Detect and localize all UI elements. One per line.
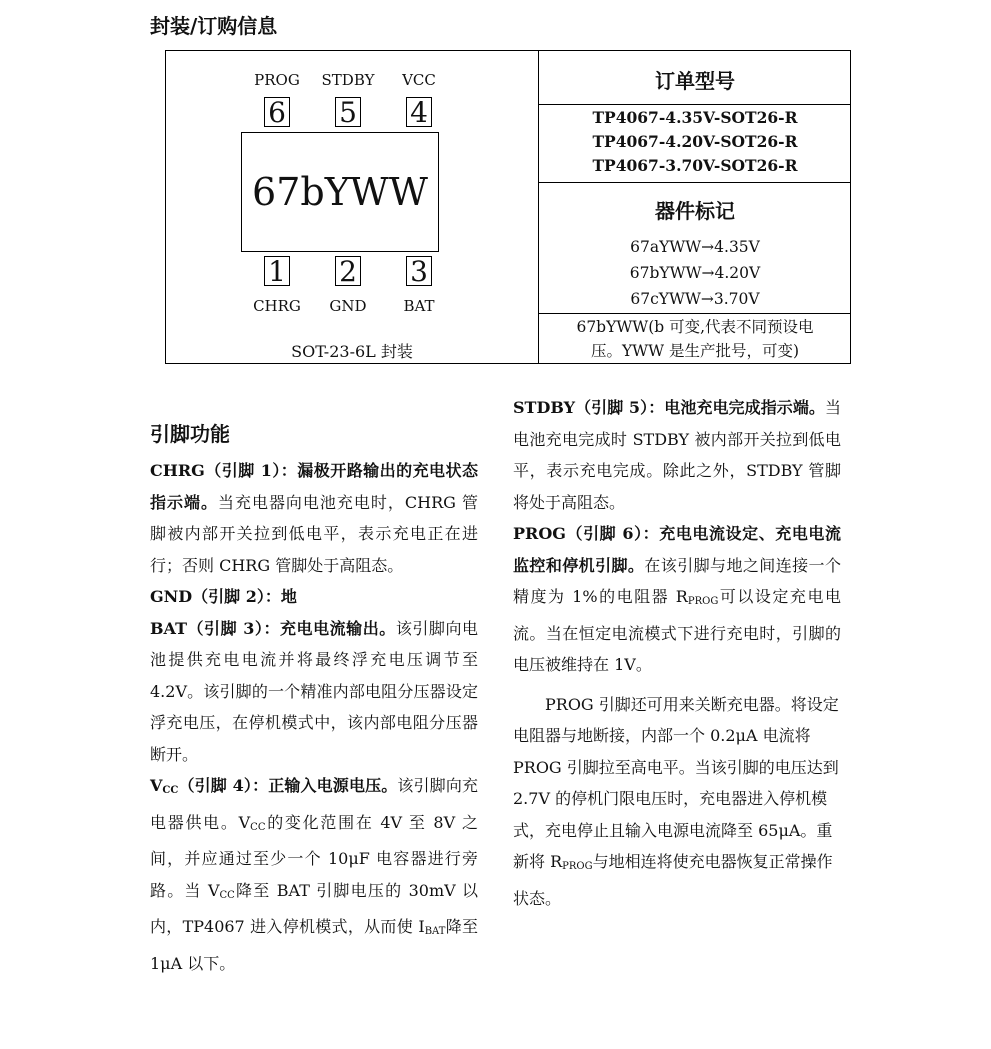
chrg-heading: CHRG（引脚 1）：漏极开路输出的充电状态指示端。 bbox=[150, 461, 478, 512]
vcc-symbol: V bbox=[150, 776, 163, 795]
left-column bbox=[150, 455, 478, 979]
mark-note-line: 压。YWW 是生产批号，可变) bbox=[590, 342, 800, 360]
right-column bbox=[513, 392, 841, 914]
order-model-list bbox=[539, 106, 851, 178]
order-model: TP4067-3.70V-SOT26-R bbox=[592, 156, 798, 175]
prog-paragraph bbox=[513, 518, 841, 681]
vcc-text: 的变化范围在 4V 至 8V 之间，并应通过至少一个 10μF 电容器进行旁路。当 V bbox=[150, 812, 478, 900]
pin-number-3: 3 bbox=[406, 256, 432, 286]
pin-number-6: 6 bbox=[264, 97, 290, 127]
pin-label-vcc: VCC bbox=[402, 71, 436, 89]
package-info-box bbox=[165, 50, 851, 364]
prog-text: 可以设定充电电流。当在恒定电流模式下进行充电时，引脚的电压被维持在 1V。 bbox=[513, 587, 841, 674]
pin-number-2: 2 bbox=[335, 256, 361, 286]
pin-number-5: 5 bbox=[335, 97, 361, 127]
pin-label-gnd: GND bbox=[329, 297, 367, 315]
chip-body: 67bYWW bbox=[241, 132, 439, 252]
prog-text: PROG 引脚还可用来关断充电器。将设定电阻器与地断接，内部一个 0.2μA 电流将 PROG 引脚拉至高电平。当该引脚的电压达到 2.7V 的停机门限电压时，充电器进入停机模式，充电停止且输入电源电流降至 65μA。重新将 R bbox=[513, 694, 839, 871]
vcc-paragraph bbox=[150, 770, 478, 979]
rprog-subscript: PROG bbox=[562, 861, 593, 872]
vcc-heading bbox=[150, 776, 397, 795]
mark-header: 器件标记 bbox=[655, 199, 735, 223]
pin-functions-title: 引脚功能 bbox=[150, 422, 230, 446]
bat-text: 该引脚向电池提供充电电流并将最终浮充电压调节至 4.2V。该引脚的一个精准内部电阻分压器设定浮充电压，在停机模式中，该内部电阻分压器断开。 bbox=[150, 618, 478, 764]
bat-paragraph bbox=[150, 613, 478, 771]
prog-text: 与地相连将使充电器恢复正常操作状态。 bbox=[513, 852, 833, 908]
order-model: TP4067-4.20V-SOT26-R bbox=[592, 132, 798, 151]
vcc-subscript: CC bbox=[219, 889, 235, 901]
order-model: TP4067-4.35V-SOT26-R bbox=[592, 108, 798, 127]
pin-label-chrg: CHRG bbox=[253, 297, 301, 315]
prog-paragraph-2 bbox=[513, 689, 841, 915]
pin-label-stdby: STDBY bbox=[321, 71, 375, 89]
vcc-text: 降至 1μA 以下。 bbox=[150, 917, 478, 973]
mark-item: 67bYWW→4.20V bbox=[629, 264, 761, 282]
mark-item: 67aYWW→4.35V bbox=[630, 238, 760, 256]
mark-note bbox=[539, 315, 851, 363]
vcc-text: 降至 BAT 引脚电压的 30mV 以内，TP4067 进入停机模式，从而使 I bbox=[150, 880, 478, 936]
gnd-heading: GND（引脚 2）：地 bbox=[150, 587, 297, 606]
package-caption: SOT-23-6L 封装 bbox=[291, 342, 413, 361]
chrg-paragraph bbox=[150, 455, 478, 581]
vcc-subscript: CC bbox=[250, 821, 266, 833]
bat-heading: BAT（引脚 3）：充电电流输出。 bbox=[150, 618, 396, 638]
stdby-heading: STDBY（引脚 5）：电池充电完成指示端。 bbox=[513, 398, 825, 417]
section-title: 封装/订购信息 bbox=[150, 14, 278, 38]
pin-label-prog: PROG bbox=[254, 71, 300, 89]
rprog-subscript: PROG bbox=[687, 596, 719, 607]
prog-heading: PROG（引脚 6）：充电电流设定、充电电流监控和停机引脚。 bbox=[513, 524, 841, 575]
prog-text: 在该引脚与地之间连接一个精度为 1%的电阻器 R bbox=[513, 555, 841, 606]
chrg-text: 当充电器向电池充电时，CHRG 管脚被内部开关拉到低电平，表示充电正在进行；否则 CHRG 管脚处于高阻态。 bbox=[150, 492, 478, 575]
row-divider bbox=[538, 104, 850, 105]
mark-item: 67cYWW→3.70V bbox=[630, 290, 760, 308]
mark-list bbox=[539, 234, 851, 312]
vcc-heading-text: （引脚 4）：正输入电源电压。 bbox=[178, 776, 398, 795]
vcc-subscript: CC bbox=[162, 785, 179, 796]
row-divider bbox=[538, 182, 850, 183]
pin-label-bat: BAT bbox=[403, 297, 435, 315]
pin-number-4: 4 bbox=[406, 97, 432, 127]
order-header: 订单型号 bbox=[655, 69, 735, 93]
stdby-paragraph bbox=[513, 392, 841, 518]
mark-note-line: 67bYWW(b 可变,代表不同预设电 bbox=[576, 318, 814, 336]
ibat-subscript: BAT bbox=[424, 926, 446, 937]
pin-number-1: 1 bbox=[264, 256, 290, 286]
vcc-text: 该引脚向充电器供电。V bbox=[150, 776, 478, 832]
row-divider bbox=[538, 313, 850, 314]
stdby-text: 当电池充电完成时 STDBY 被内部开关拉到低电平，表示充电完成。除此之外，STDBY 管脚将处于高阻态。 bbox=[513, 398, 841, 512]
